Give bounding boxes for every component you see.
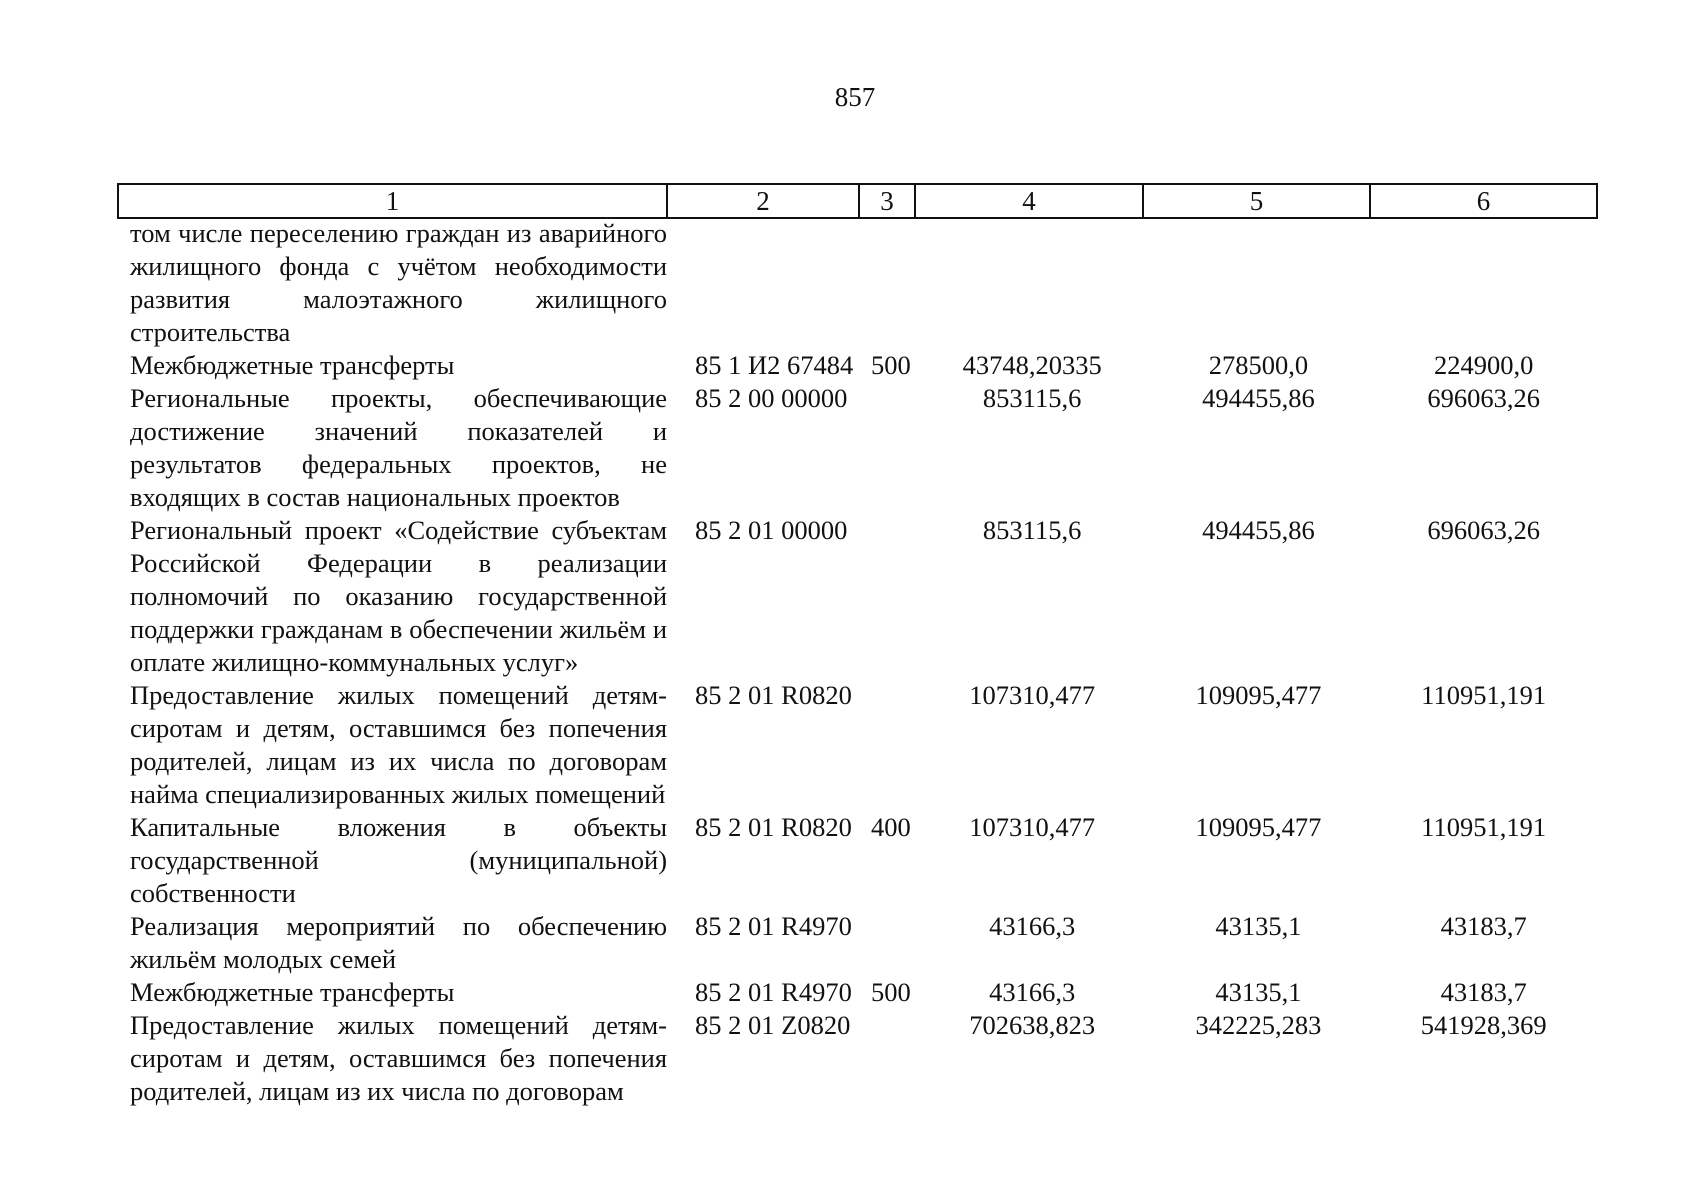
table-header xyxy=(117,183,1598,219)
table-row xyxy=(117,349,1596,382)
row-value-col5: 342225,283 xyxy=(1195,1010,1322,1040)
page-number: 857 xyxy=(834,82,876,112)
row-expense-type xyxy=(863,217,919,349)
row-value-col5: 109095,477 xyxy=(1195,680,1322,710)
row-expense-type xyxy=(863,382,919,514)
row-value-col4: 43166,3 xyxy=(989,911,1076,941)
row-value-col6: 110951,191 xyxy=(1421,812,1547,842)
table-row xyxy=(117,514,1596,679)
row-name: Межбюджетные трансферты xyxy=(130,977,455,1007)
table-row xyxy=(117,910,1596,976)
row-value-col5: 494455,86 xyxy=(1202,515,1315,545)
row-value-col4: 107310,477 xyxy=(969,812,1096,842)
row-value-col5: 109095,477 xyxy=(1195,812,1322,842)
row-value-col6: 224900,0 xyxy=(1433,350,1534,380)
table-row xyxy=(117,217,1596,349)
row-expense-type: 400 xyxy=(871,812,911,842)
row-value-col4: 43166,3 xyxy=(989,977,1076,1007)
row-value-col6: 541928,369 xyxy=(1420,1010,1547,1040)
row-name: Предоставление жилых помещений детям-сиротам и детям, оставшимся без попечения родителей, лицам из их числа по договорам найма специализированных жилых помещений xyxy=(130,680,668,809)
row-code: 85 2 01 R0820 xyxy=(695,812,852,842)
column-header-3: 3 xyxy=(859,184,915,218)
row-name: Региональные проекты, обеспечивающие достижение значений показателей и результатов федеральных проектов, не входящих в состав национальных проектов xyxy=(130,383,668,512)
row-expense-type xyxy=(863,1009,919,1108)
column-header-2: 2 xyxy=(667,184,859,218)
row-code: 85 2 01 Z0820 xyxy=(695,1010,851,1040)
row-value-col5: 278500,0 xyxy=(1208,350,1309,380)
table-row xyxy=(117,811,1596,910)
row-value-col5 xyxy=(1146,217,1372,349)
row-value-col4: 107310,477 xyxy=(969,680,1096,710)
row-name: Реализация мероприятий по обеспечению жильём молодых семей xyxy=(130,911,668,974)
row-name: Межбюджетные трансферты xyxy=(130,350,455,380)
row-name: Капитальные вложения в объекты государственной (муниципальной) собственности xyxy=(130,812,668,908)
row-code: 85 2 01 R4970 xyxy=(695,911,852,941)
row-value-col4 xyxy=(919,217,1146,349)
row-value-col5: 43135,1 xyxy=(1215,911,1302,941)
row-value-col5: 494455,86 xyxy=(1202,383,1315,413)
row-expense-type xyxy=(863,910,919,976)
row-value-col4: 702638,823 xyxy=(969,1010,1096,1040)
row-code: 85 2 01 R4970 xyxy=(695,977,852,1007)
table-body xyxy=(117,217,1596,1108)
row-name: том числе переселению граждан из аварийного жилищного фонда с учётом необходимости развития малоэтажного жилищного строительства xyxy=(130,218,668,347)
row-code xyxy=(679,217,863,349)
row-value-col6: 110951,191 xyxy=(1421,680,1547,710)
row-name: Предоставление жилых помещений детям-сиротам и детям, оставшимся без попечения родителей, лицам из их числа по договорам xyxy=(130,1010,668,1106)
row-expense-type: 500 xyxy=(871,350,911,380)
row-expense-type xyxy=(863,679,919,811)
row-name: Региональный проект «Содействие субъектам Российской Федерации в реализации полномочий по оказанию государственной поддержки гражданам в обеспечении жильём и оплате жилищно-коммунальных услуг» xyxy=(130,515,668,677)
row-value-col6: 696063,26 xyxy=(1427,515,1540,545)
row-expense-type: 500 xyxy=(871,977,911,1007)
row-code: 85 2 00 00000 xyxy=(695,383,848,413)
column-header-6: 6 xyxy=(1370,184,1597,218)
row-code: 85 1 И2 67484 xyxy=(695,350,854,380)
table-row xyxy=(117,1009,1596,1108)
table-row xyxy=(117,679,1596,811)
row-value-col6 xyxy=(1371,217,1596,349)
row-value-col4: 43748,20335 xyxy=(962,350,1102,380)
row-expense-type xyxy=(863,514,919,679)
column-header-1: 1 xyxy=(118,184,667,218)
table-row xyxy=(117,976,1596,1009)
row-code: 85 2 01 00000 xyxy=(695,515,848,545)
column-header-5: 5 xyxy=(1143,184,1370,218)
row-value-col6: 43183,7 xyxy=(1440,977,1527,1007)
row-value-col4: 853115,6 xyxy=(982,515,1082,545)
row-value-col6: 696063,26 xyxy=(1427,383,1540,413)
row-value-col6: 43183,7 xyxy=(1440,911,1527,941)
table-row xyxy=(117,382,1596,514)
row-code: 85 2 01 R0820 xyxy=(695,680,852,710)
row-value-col5: 43135,1 xyxy=(1215,977,1302,1007)
column-header-4: 4 xyxy=(915,184,1143,218)
row-value-col4: 853115,6 xyxy=(982,383,1082,413)
